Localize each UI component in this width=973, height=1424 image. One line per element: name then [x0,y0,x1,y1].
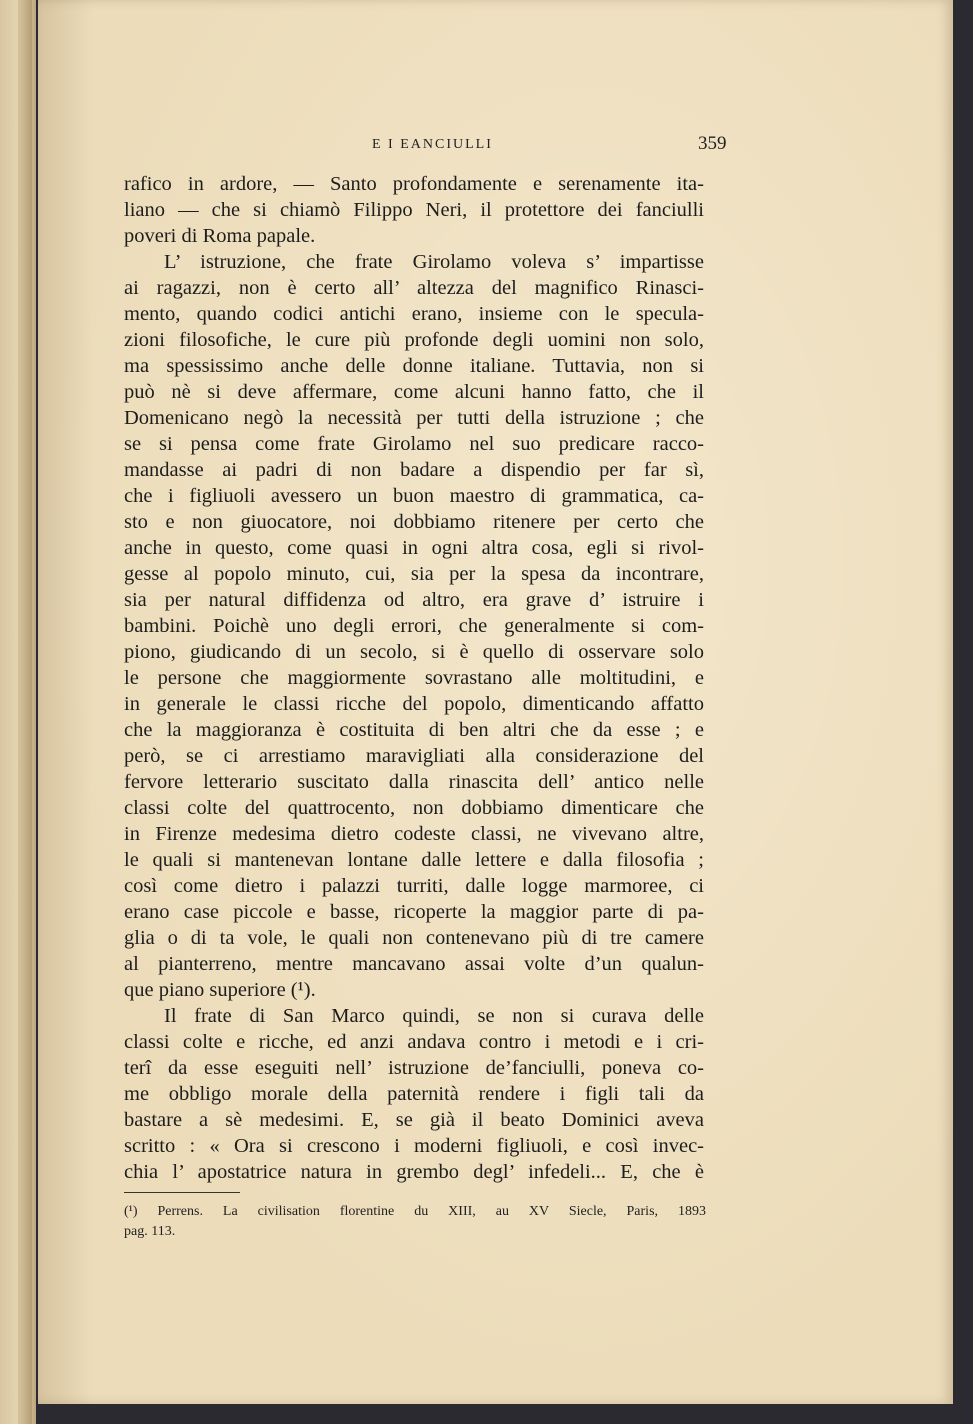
text-line: le quali si mantenevan lontane dalle lettere e dalla filosofia ; [124,849,704,871]
text-line: ai ragazzi, non è certo all’ altezza del magnifico Rinasci- [124,277,704,299]
text-line: scritto : « Ora si crescono i moderni figliuoli, e così invec- [124,1135,704,1157]
text-line: ma spessissimo anche delle donne italiane. Tuttavia, non si [124,355,704,377]
text-line: le persone che maggiormente sovrastano alle moltitudini, e [124,667,704,689]
text-line: fervore letterario suscitato dalla rinascita dell’ antico nelle [124,771,704,793]
text-line: chia l’ apostatrice natura in grembo degl’ infedeli... E, che è [124,1161,704,1183]
running-head: E I EANCIULLI [372,137,493,152]
footnote-line: pag. 113. [124,1224,176,1239]
text-line: Il frate di San Marco quindi, se non si curava delle [164,1005,704,1027]
text-line: zioni filosofiche, le cure più profonde degli uomini non solo, [124,329,704,351]
text-line: mandasse ai padri di non badare a dispendio per far sì, [124,459,704,481]
text-line: che i figliuoli avessero un buon maestro di grammatica, ca- [124,485,704,507]
text-line: bambini. Poichè uno degli errori, che generalmente si com- [124,615,704,637]
text-line: in Firenze medesima dietro codeste classi, ne vivevano altre, [124,823,704,845]
page-number: 359 [698,133,727,154]
text-line: sto e non giuocatore, noi dobbiamo ritenere per certo che [124,511,704,533]
text-line: mento, quando codici antichi erano, insieme con le specula- [124,303,704,325]
footnotes [124,1202,706,1242]
text-line: terî da esse eseguiti nell’ istruzione de’fanciulli, poneva co- [124,1057,704,1079]
background-edge-bottom [38,1404,973,1424]
text-line: però, se ci arrestiamo maravigliati alla considerazione del [124,745,704,767]
footnote-line: (¹) Perrens. La civilisation florentine du XIII, au XV Siecle, Paris, 1893 [124,1204,706,1219]
text-line: me obbligo morale della paternità rendere i figli tali da [124,1083,704,1105]
text-line: anche in questo, come quasi in ogni altra cosa, egli si rivol- [124,537,704,559]
text-line: che la maggioranza è costituita di ben altri che da esse ; e [124,719,704,741]
text-line: al pianterreno, mentre mancavano assai volte d’un qualun- [124,953,704,975]
text-line: L’ istruzione, che frate Girolamo voleva s’ impartisse [164,251,704,273]
text-line: sia per natural diffidenza od altro, era grave d’ istruire i [124,589,704,611]
text-line: gesse al popolo minuto, cui, sia per la spesa da incontrare, [124,563,704,585]
text-line: classi colte del quattrocento, non dobbiamo dimenticare che [124,797,704,819]
text-line: può nè si deve affermare, come alcuni hanno fatto, che il [124,381,704,403]
text-line: classi colte e ricche, ed anzi andava contro i metodi e i cri- [124,1031,704,1053]
text-line: liano — che si chiamò Filippo Neri, il protettore dei fanciulli [124,199,704,221]
text-line: piono, giudicando di un secolo, si è quello di osservare solo [124,641,704,663]
footnote-divider [124,1192,240,1193]
text-line: così come dietro i palazzi turriti, dalle logge marmoree, ci [124,875,704,897]
book-gutter [18,0,32,1424]
page-header [38,133,953,161]
text-line: bastare a sè medesimi. E, se già il beato Dominici aveva [124,1109,704,1131]
main-text [124,171,704,1185]
text-line: Domenicano negò la necessità per tutti della istruzione ; che [124,407,704,429]
text-line: poveri di Roma papale. [124,225,316,247]
text-line: que piano superiore (¹). [124,979,316,1001]
text-line: glia o di ta vole, le quali non contenevano più di tre camere [124,927,704,949]
background-edge-right [953,0,973,1424]
text-line: se si pensa come frate Girolamo nel suo predicare racco- [124,433,704,455]
text-line: erano case piccole e basse, ricoperte la maggior parte di pa- [124,901,704,923]
text-line: in generale le classi ricche del popolo, dimenticando affatto [124,693,704,715]
text-line: rafico in ardore, — Santo profondamente e serenamente ita- [124,173,704,195]
